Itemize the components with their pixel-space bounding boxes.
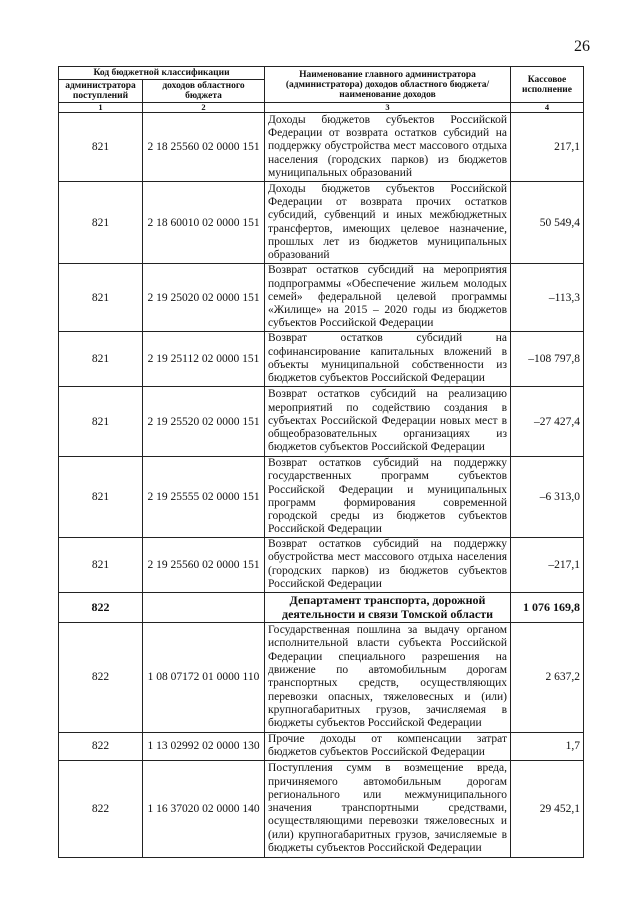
column-number: 4 (511, 103, 584, 113)
admin-code: 821 (59, 387, 143, 457)
income-name: Возврат остатков субсидий на поддержку государственных программ субъектов Российской Федерации и муниципальных программ формирования современной городской среды из бюджетов субъектов Российской Федерации (265, 457, 511, 538)
amount: 50 549,4 (511, 182, 584, 264)
admin-code: 822 (59, 732, 143, 760)
table-row (59, 182, 584, 264)
income-name: Доходы бюджетов субъектов Российской Федерации от возврата остатков субсидий на поддержку обустройства мест массового отдыха населения (городских парков) из бюджетов муниципальных образований (265, 113, 511, 182)
department-row (59, 592, 584, 622)
table-row (59, 387, 584, 457)
amount: 29 452,1 (511, 760, 584, 857)
table-row (59, 622, 584, 732)
income-code: 2 18 60010 02 0000 151 (143, 182, 265, 264)
table-row (59, 113, 584, 182)
budget-income-table (58, 66, 584, 858)
amount: –113,3 (511, 264, 584, 332)
income-name: Прочие доходы от компенсации затрат бюджетов субъектов Российской Федерации (265, 732, 511, 760)
header-admin: администратора поступлений (59, 80, 143, 103)
income-code: 2 19 25112 02 0000 151 (143, 332, 265, 387)
income-code: 2 19 25555 02 0000 151 (143, 457, 265, 538)
income-name: Поступления сумм в возмещение вреда, причиняемого автомобильным дорогам регионального или межмуниципального значения транспортными средствами, осуществляющими перевозки тяжеловесных и (или) крупногабаритных грузов, зачисляемые в бюджеты субъектов Российской Федерации (265, 760, 511, 857)
department-name: Департамент транспорта, дорожной деятельности и связи Томской области (265, 592, 511, 622)
income-code: 1 08 07172 01 0000 110 (143, 622, 265, 732)
amount: –6 313,0 (511, 457, 584, 538)
header-name: Наименование главного администратора (администратора) доходов областного бюджета/ наименование доходов (265, 67, 511, 103)
admin-code: 822 (59, 760, 143, 857)
header-code-group: Код бюджетной классификации (59, 67, 265, 80)
income-name: Возврат остатков субсидий на реализацию мероприятий по содействию создания в субъектах Российской Федерации новых мест в общеобразовательных организациях из бюджетов субъектов Российской Федерации (265, 387, 511, 457)
admin-code: 821 (59, 537, 143, 592)
admin-code: 821 (59, 457, 143, 538)
column-number: 3 (265, 103, 511, 113)
amount: –27 427,4 (511, 387, 584, 457)
income-name: Возврат остатков субсидий на поддержку обустройства мест массового отдыха населения (городских парков) из бюджетов субъектов Российской Федерации (265, 537, 511, 592)
admin-code: 821 (59, 332, 143, 387)
table-row (59, 457, 584, 538)
admin-code: 821 (59, 113, 143, 182)
income-name: Возврат остатков субсидий на мероприятия подпрограммы «Обеспечение жильем молодых семей» федеральной целевой программы «Жилище» на 2015 – 2020 годы из бюджетов субъектов Российской Федерации (265, 264, 511, 332)
income-code (143, 592, 265, 622)
income-code: 1 13 02992 02 0000 130 (143, 732, 265, 760)
income-code: 2 18 25560 02 0000 151 (143, 113, 265, 182)
department-total: 1 076 169,8 (511, 592, 584, 622)
table-row (59, 332, 584, 387)
amount: 1,7 (511, 732, 584, 760)
admin-code: 821 (59, 182, 143, 264)
amount: 2 637,2 (511, 622, 584, 732)
page-number: 26 (574, 38, 590, 55)
header-amount: Кассовое исполнение (511, 67, 584, 103)
header-income: доходов областного бюджета (143, 80, 265, 103)
income-name: Доходы бюджетов субъектов Российской Федерации от возврата прочих остатков субсидий, субвенций и иных межбюджетных трансфертов, имеющих целевое назначение, прошлых лет из бюджетов муниципальных образований (265, 182, 511, 264)
column-number: 1 (59, 103, 143, 113)
income-name: Возврат остатков субсидий на софинансирование капитальных вложений в объекты муниципальной собственности из бюджетов субъектов Российской Федерации (265, 332, 511, 387)
table-row (59, 732, 584, 760)
income-code: 2 19 25020 02 0000 151 (143, 264, 265, 332)
column-number: 2 (143, 103, 265, 113)
amount: –108 797,8 (511, 332, 584, 387)
table-row (59, 537, 584, 592)
amount: 217,1 (511, 113, 584, 182)
table-row (59, 760, 584, 857)
admin-code: 822 (59, 622, 143, 732)
income-code: 1 16 37020 02 0000 140 (143, 760, 265, 857)
table-row (59, 264, 584, 332)
income-code: 2 19 25560 02 0000 151 (143, 537, 265, 592)
admin-code: 821 (59, 264, 143, 332)
admin-code: 822 (59, 592, 143, 622)
income-code: 2 19 25520 02 0000 151 (143, 387, 265, 457)
amount: –217,1 (511, 537, 584, 592)
income-name: Государственная пошлина за выдачу органом исполнительной власти субъекта Российской Федерации специального разрешения на движение по автомобильным дорогам транспортных средств, осуществляющих перевозки опасных, тяжеловесных и (или) крупногабаритных грузов, зачисляемая в бюджеты субъектов Российской Федерации (265, 622, 511, 732)
